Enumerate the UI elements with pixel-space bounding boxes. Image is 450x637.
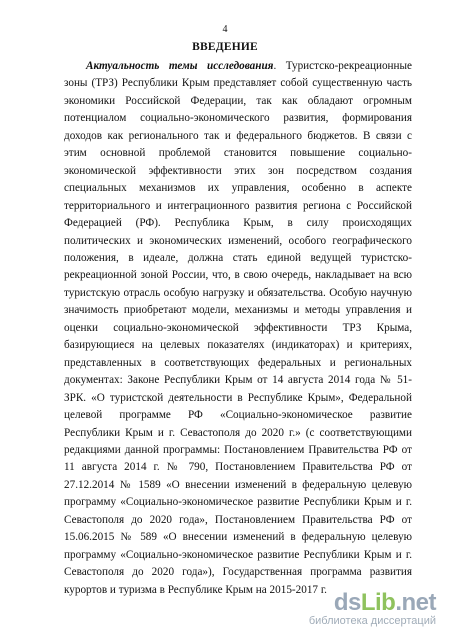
logo-net: .net xyxy=(395,589,436,616)
logo-lib: Lib xyxy=(360,589,396,616)
paragraph-text: . Туристско-рекреационные зоны (ТРЗ) Республики Крым представляет собой существенную часть экономики Российской Федерации, так как обладают огромным потенциалом социально-экономического развития, формирования доходов как регионального так и федерального бюджетов. В связи с этим основной проблемой становится повышение социально-экономической эффективности этих зон посредством создания специальных механизмов их управления, особенно в аспекте территориального и интеграционного развития региона с Российской Федерацией (РФ). Республика Крым, в силу происходящих политических и экономических изменений, особого географического положения, в идеале, должна стать единой ведущей туристско-рекреационной зоной России, что, в свою очередь, накладывает на всю туристскую отрасль особую нагрузку и обязательства. Особую научную значимость приобретают модели, механизмы и методы управления и оценки социально-экономической эффективности ТРЗ Крыма, базирующиеся на целевых показателях (индикаторах) и критериях, представленных в соответствующих федеральных и региональных документах: Законе Республики Крым от 14 августа 2014 года № 51-ЗРК. «О туристской деятельности в Республике Крым», Федеральной целевой программе РФ «Социально-экономическое развитие Республики Крым и г. Севастополя до 2020 г.» (с соответствующими редакциями данной программы: Постановлением Правительства РФ от 11 августа 2014 г. № 790, Постановлением Правительства РФ от 27.12.2014 № 1589 «О внесении изменений в федеральную целевую программу «Социально-экономическое развитие Республики Крым и г. Севастополя до 2020 года», Постановлением Правительства РФ от 15.06.2015 № 589 «О внесении изменений в федеральную целевую программу «Социально-экономическое развитие Республики Крым и г. Севастополя до 2020 года»), Государственная программа развития курортов и туризма в Республике Крым на 2015-2017 г. xyxy=(64,60,412,596)
section-heading: ВВЕДЕНИЕ xyxy=(192,41,258,53)
watermark-subtitle: библиотека диссертаций xyxy=(308,615,436,627)
body-paragraph xyxy=(64,58,412,599)
logo-ds: ds xyxy=(333,589,361,616)
dslib-watermark xyxy=(286,591,436,631)
lead-emphasis: Актуальность темы исследования xyxy=(86,60,274,72)
dslib-logo xyxy=(334,591,436,615)
page-number: 4 xyxy=(222,24,228,35)
